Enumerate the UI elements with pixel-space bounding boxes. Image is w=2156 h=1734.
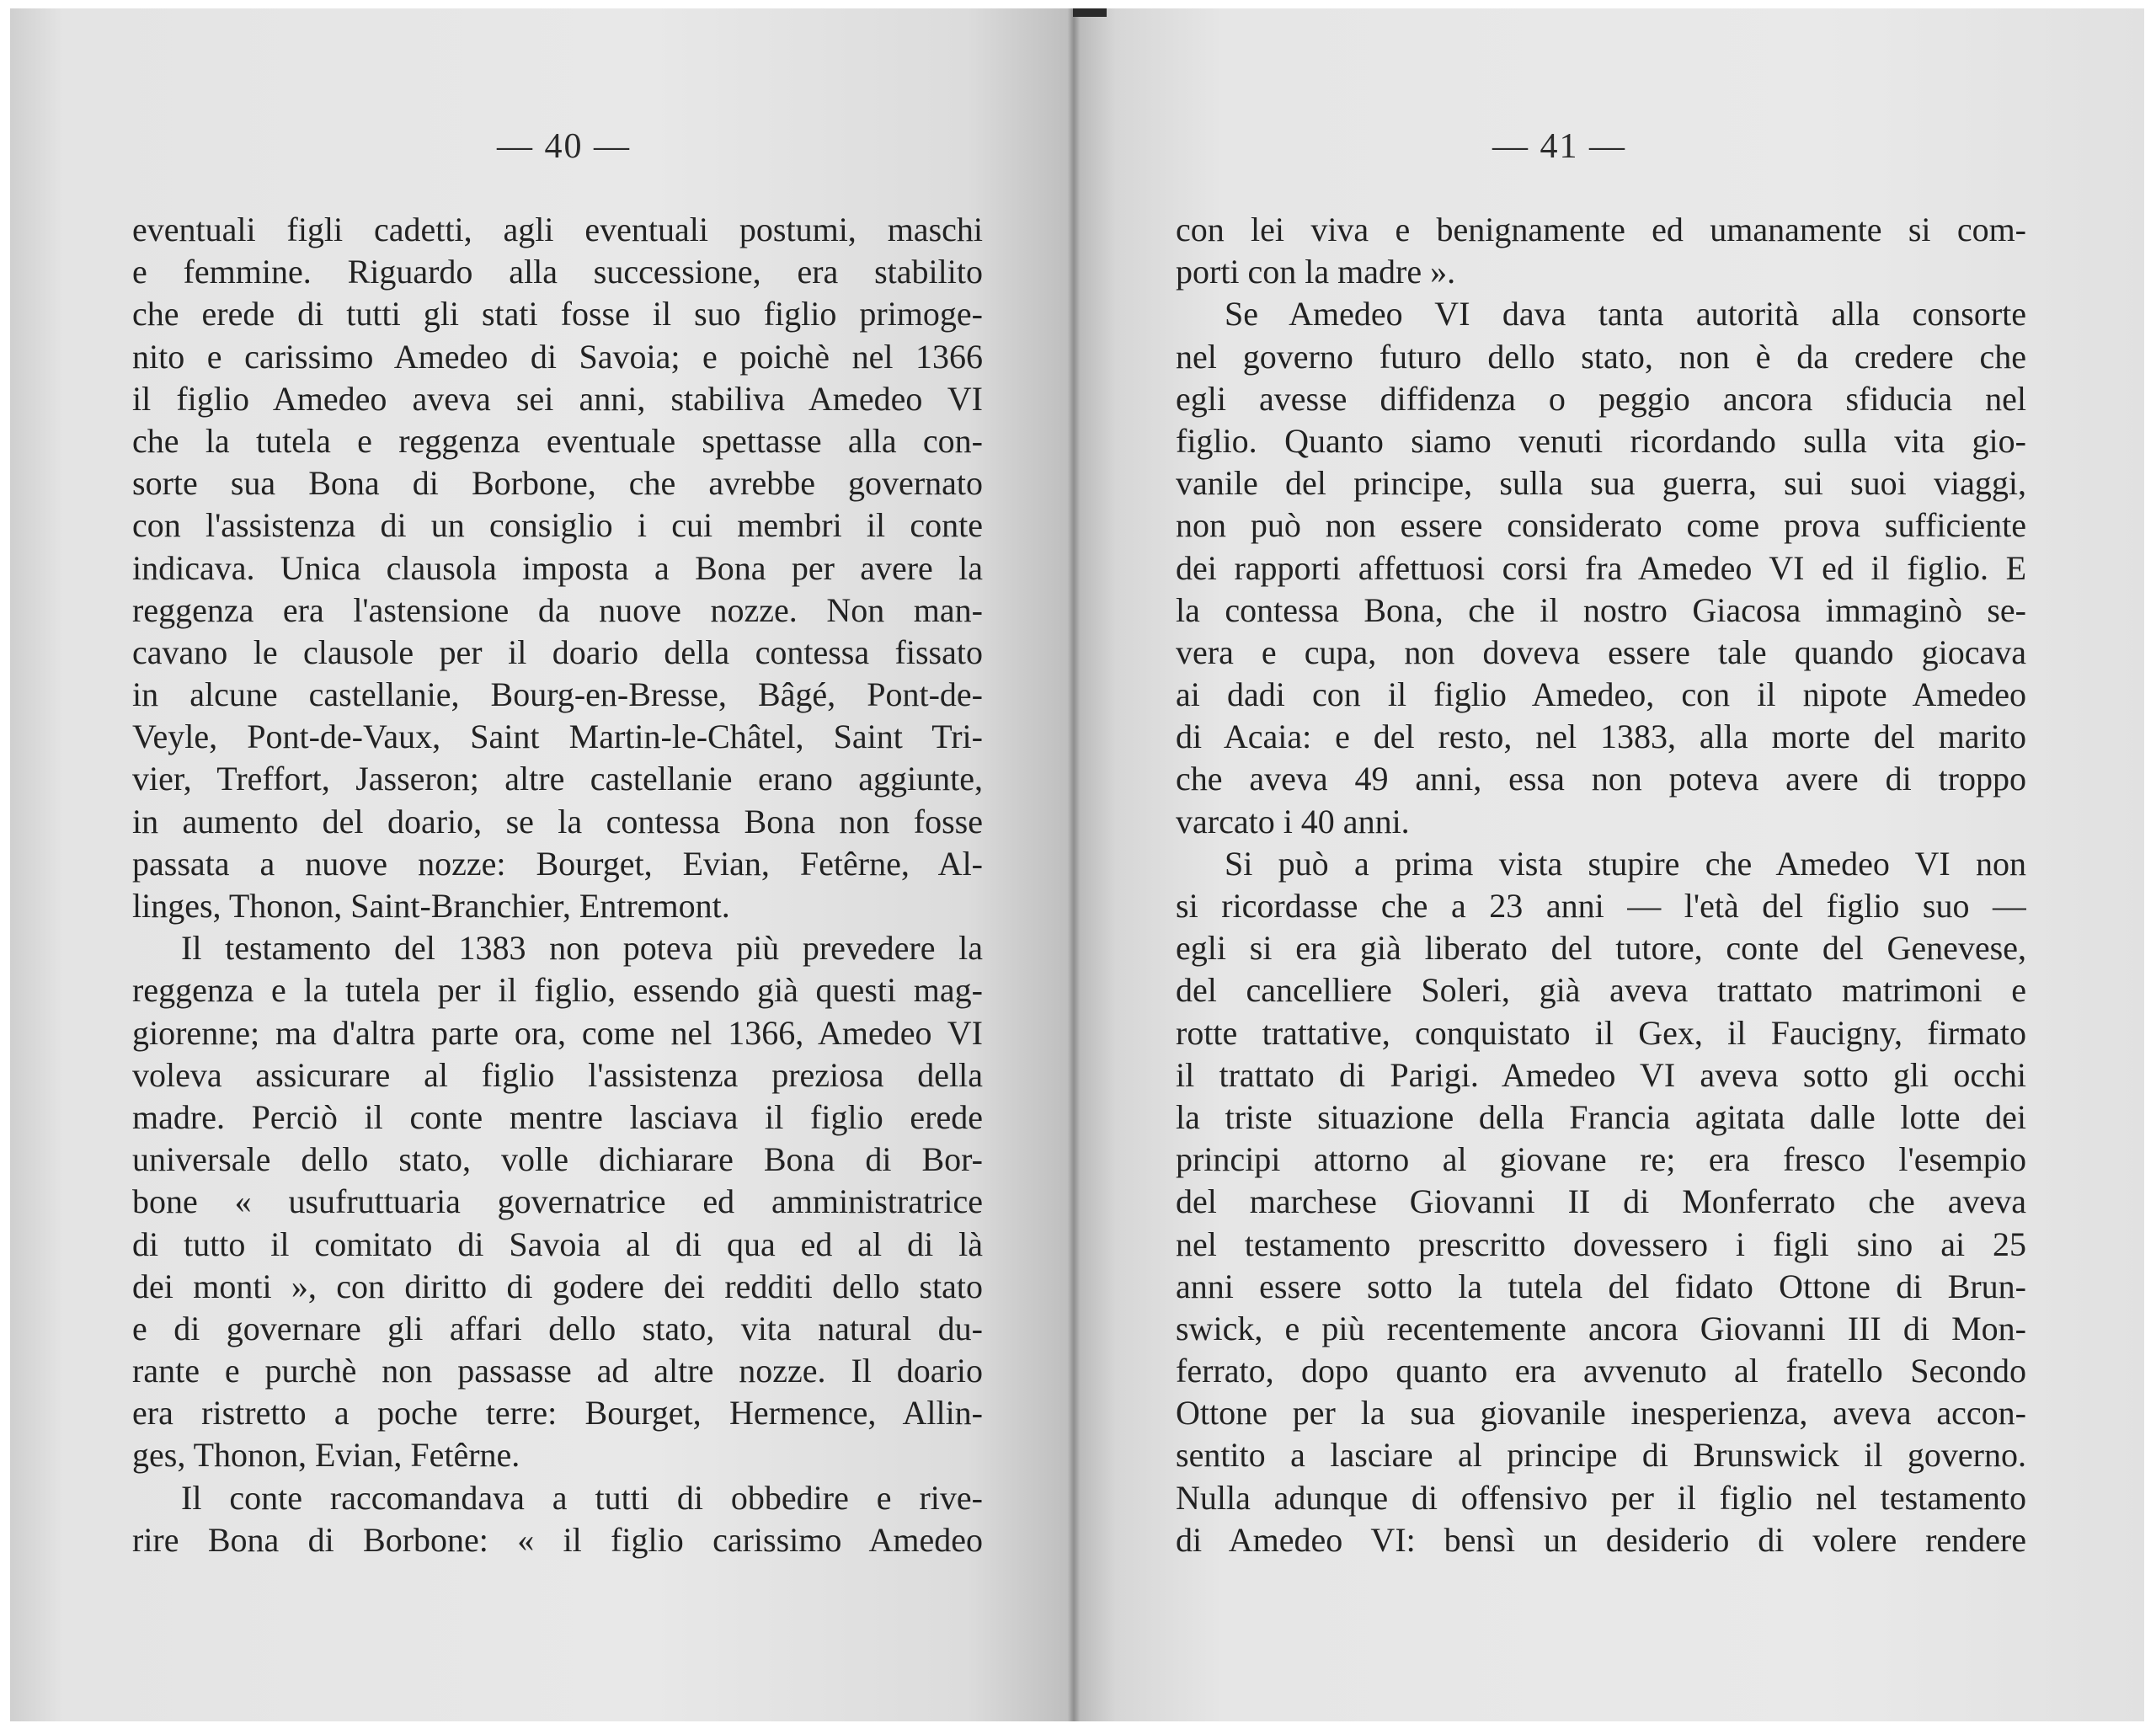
text-line: reggenza e la tutela per il figlio, essendo già questi mag- [132, 971, 983, 1010]
text-line: indicava. Unica clausola imposta a Bona per avere la [132, 548, 983, 587]
text-line: in alcune castellanie, Bourg-en-Bresse, Bâgé, Pont-de- [132, 675, 983, 714]
text-line: vera e cupa, non doveva essere tale quando giocava [1176, 632, 2026, 671]
text-line: vier, Treffort, Jasseron; altre castellanie erano aggiunte, [132, 760, 983, 798]
text-line: del cancelliere Soleri, già aveva trattato matrimoni e [1176, 971, 2026, 1010]
text-line: il figlio Amedeo aveva sei anni, stabiliva Amedeo VI [132, 379, 983, 418]
text-line: la triste situazione della Francia agitata dalle lotte dei [1176, 1097, 2026, 1136]
text-line: egli si era già liberato del tutore, conte del Genevese, [1176, 929, 2026, 968]
text-line: e di governare gli affari dello stato, vita natural du- [132, 1309, 983, 1347]
text-line: ges, Thonon, Evian, Fetêrne. [132, 1436, 520, 1475]
text-line: passata a nuove nozze: Bourget, Evian, Fetêrne, Al- [132, 844, 983, 883]
text-line: che erede di tutti gli stati fosse il suo figlio primoge- [132, 295, 983, 333]
text-line: con lei viva e benignamente ed umanamente si com- [1176, 211, 2026, 248]
text-line: che la tutela e reggenza eventuale spettasse alla con- [132, 421, 983, 460]
text-line: sorte sua Bona di Borbone, che avrebbe governato [132, 464, 983, 503]
binding-edge [1073, 8, 1107, 17]
text-line: nel testamento prescritto dovessero i figli sino ai 25 [1176, 1224, 2026, 1263]
text-line: si ricordasse che a 23 anni — l'età del figlio suo — [1176, 887, 2026, 925]
left-page-text [132, 209, 983, 1561]
text-line: ai dadi con il figlio Amedeo, con il nipote Amedeo [1176, 675, 2026, 714]
text-line: porti con la madre ». [1176, 253, 1456, 291]
text-line: vanile del principe, sulla sua guerra, sui suoi viaggi, [1176, 464, 2026, 503]
text-line: giorenne; ma d'altra parte ora, come nel 1366, Amedeo VI [132, 1013, 983, 1052]
text-line: universale dello stato, volle dichiarare Bona di Bor- [132, 1140, 983, 1179]
text-line: figlio. Quanto siamo venuti ricordando sulla vita gio- [1176, 421, 2026, 460]
text-line: rotte trattative, conquistato il Gex, il Faucigny, firmato [1176, 1013, 2026, 1052]
text-line: reggenza era l'astensione da nuove nozze. Non man- [132, 590, 983, 629]
right-page [1073, 8, 2144, 1721]
text-line: Nulla adunque di offensivo per il figlio nel testamento [1176, 1478, 2026, 1517]
text-line: nito e carissimo Amedeo di Savoia; e poichè nel 1366 [132, 337, 983, 376]
text-line: in aumento del doario, se la contessa Bona non fosse [132, 802, 983, 840]
text-line: principi attorno al giovane re; era fresco l'esempio [1176, 1140, 2026, 1179]
left-page [10, 8, 1073, 1721]
text-line: del marchese Giovanni II di Monferrato che aveva [1176, 1182, 2026, 1221]
text-line: la contessa Bona, che il nostro Giacosa immaginò se- [1176, 590, 2026, 629]
text-line: cavano le clausole per il doario della contessa fissato [132, 632, 983, 671]
right-page-text [1176, 209, 2026, 1561]
text-line: di Acaia: e del resto, nel 1383, alla morte del marito [1176, 718, 2026, 756]
text-line: ferrato, dopo quanto era avvenuto al fratello Secondo [1176, 1352, 2026, 1390]
book-gutter [1068, 8, 1080, 1721]
text-line: egli avesse diffidenza o peggio ancora sfiducia nel [1176, 379, 2026, 418]
text-line: anni essere sotto la tutela del fidato Ottone di Brun- [1176, 1267, 2026, 1305]
text-line: Il testamento del 1383 non poteva più prevedere la [181, 929, 983, 968]
text-line: bone « usufruttuaria governatrice ed amministratrice [132, 1182, 983, 1221]
text-line: nel governo futuro dello stato, non è da credere che [1176, 337, 2026, 376]
text-line: era ristretto a poche terre: Bourget, Hermence, Allin- [132, 1394, 983, 1433]
text-line: rire Bona di Borbone: « il figlio carissimo Amedeo [132, 1520, 983, 1559]
text-line: di tutto il comitato di Savoia al di qua ed al di là [132, 1224, 983, 1263]
text-line: Veyle, Pont-de-Vaux, Saint Martin-le-Châtel, Saint Tri- [132, 718, 983, 756]
text-line: varcato i 40 anni. [1176, 802, 1410, 840]
text-line: che aveva 49 anni, essa non poteva avere di troppo [1176, 760, 2026, 798]
text-line: madre. Perciò il conte mentre lasciava il figlio erede [132, 1097, 983, 1136]
text-line: Ottone per la sua giovanile inesperienza, aveva accon- [1176, 1394, 2026, 1433]
text-line: Se Amedeo VI dava tanta autorità alla consorte [1225, 295, 2026, 333]
text-line: di Amedeo VI: bensì un desiderio di volere rendere [1176, 1520, 2026, 1559]
text-line: dei rapporti affettuosi corsi fra Amedeo VI ed il figlio. E [1176, 548, 2026, 587]
text-line: non può non essere considerato come prova sufficiente [1176, 506, 2026, 545]
text-line: con l'assistenza di un consiglio i cui membri il conte [132, 506, 983, 545]
text-line: rante e purchè non passasse ad altre nozze. Il doario [132, 1352, 983, 1390]
page-number-left: — 40 — [497, 127, 631, 166]
book-spread [10, 8, 2144, 1721]
text-line: Si può a prima vista stupire che Amedeo VI non [1225, 844, 2026, 883]
text-line: e femmine. Riguardo alla successione, era stabilito [132, 253, 983, 291]
text-line: Il conte raccomandava a tutti di obbedire e rive- [181, 1478, 983, 1517]
text-line: swick, e più recentemente ancora Giovanni III di Mon- [1176, 1309, 2026, 1347]
text-line: dei monti », con diritto di godere dei redditi dello stato [132, 1267, 983, 1305]
text-line: linges, Thonon, Saint-Branchier, Entremont. [132, 887, 730, 925]
text-line: eventuali figli cadetti, agli eventuali postumi, maschi [132, 211, 983, 248]
page-number-right: — 41 — [1492, 127, 1626, 166]
text-line: voleva assicurare al figlio l'assistenza preziosa della [132, 1055, 983, 1094]
text-line: sentito a lasciare al principe di Brunswick il governo. [1176, 1436, 2026, 1475]
text-line: il trattato di Parigi. Amedeo VI aveva sotto gli occhi [1176, 1055, 2026, 1094]
